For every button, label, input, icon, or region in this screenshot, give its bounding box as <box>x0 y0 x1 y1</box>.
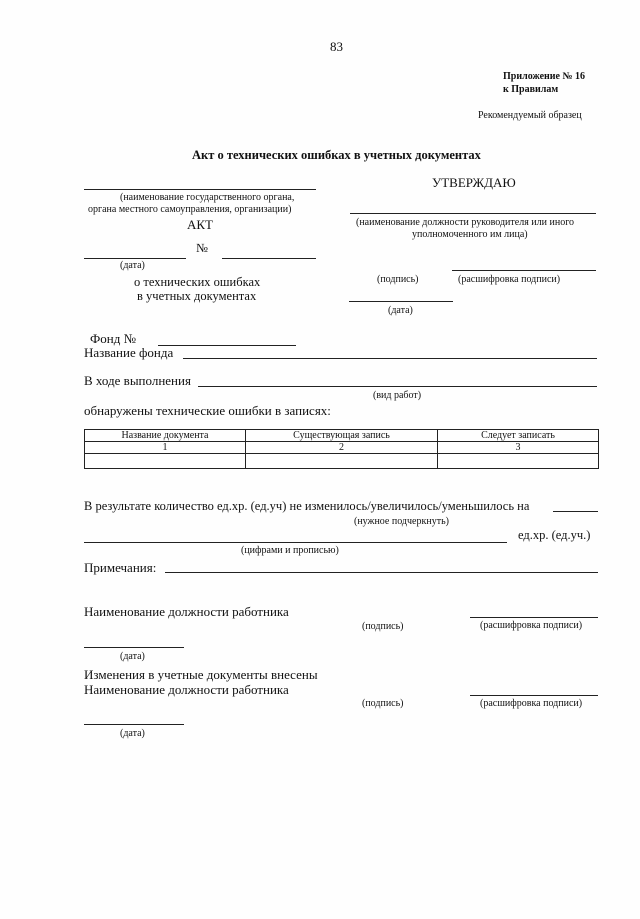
sample-note: Рекомендуемый образец <box>478 110 582 121</box>
employee1-signature-caption: (подпись) <box>362 621 404 632</box>
employee2-date-caption: (дата) <box>120 728 145 739</box>
employee1-date-caption: (дата) <box>120 651 145 662</box>
approver-position-line <box>350 213 596 214</box>
table-number-cell: 2 <box>246 442 438 454</box>
act-date-line <box>84 258 186 259</box>
appendix-line-1: Приложение № 16 <box>503 71 586 82</box>
table-number-cell: 1 <box>85 442 246 454</box>
appendix-line-2: к Правилам <box>503 84 559 95</box>
table-header-row <box>85 430 599 442</box>
table-cell <box>438 454 599 469</box>
org-name-line <box>84 189 316 190</box>
employee1-position: Наименование должности работника <box>84 604 289 619</box>
employee1-date-line <box>84 647 184 648</box>
act-number-line <box>222 258 316 259</box>
org-caption-1: (наименование государственного органа, <box>120 192 295 203</box>
errors-table <box>84 429 599 469</box>
notes-line <box>165 572 598 573</box>
approver-date-caption: (дата) <box>388 305 413 316</box>
approver-decryption-line <box>452 270 596 271</box>
fond-number-line <box>158 345 296 346</box>
changes-text: Изменения в учетные документы внесены <box>84 667 318 682</box>
approver-caption-1: (наименование должности руководителя или иного <box>356 217 575 228</box>
employee2-position: Наименование должности работника <box>84 682 289 697</box>
found-errors-text: обнаружены технические ошибки в записях: <box>84 403 331 418</box>
table-cell <box>85 454 246 469</box>
fond-name-line <box>183 358 597 359</box>
act-subject-1: о технических ошибках <box>134 275 261 289</box>
table-header-cell: Существующая запись <box>246 430 438 442</box>
org-caption-2: органа местного самоуправления, организации) <box>88 204 292 215</box>
result-text: В результате количество ед.хр. (ед.уч) не изменилось/увеличилось/уменьшилось на <box>84 499 530 513</box>
fond-name-label: Название фонда <box>84 345 174 360</box>
act-date-caption: (дата) <box>120 260 145 271</box>
digits-line <box>84 542 507 543</box>
page-number: 83 <box>330 39 343 54</box>
approver-signature-caption: (подпись) <box>377 274 419 285</box>
table-number-cell: 3 <box>438 442 599 454</box>
number-sign: № <box>196 241 208 255</box>
act-subject-2: в учетных документах <box>137 289 257 303</box>
employee2-date-line <box>84 724 184 725</box>
table-row <box>85 454 599 469</box>
table-header-cell: Название документа <box>85 430 246 442</box>
employee1-decryption-line <box>470 617 598 618</box>
units-text: ед.хр. (ед.уч.) <box>518 528 591 542</box>
digits-caption: (цифрами и прописью) <box>241 545 339 556</box>
document-title: Акт о технических ошибках в учетных документах <box>192 148 481 162</box>
fond-label: Фонд № <box>90 331 136 346</box>
approve-word: УТВЕРЖДАЮ <box>432 175 516 190</box>
approver-date-line <box>349 301 453 302</box>
employee2-decryption-line <box>470 695 598 696</box>
underline-caption: (нужное подчеркнуть) <box>354 516 449 527</box>
employee2-signature-caption: (подпись) <box>362 698 404 709</box>
table-cell <box>246 454 438 469</box>
act-label: АКТ <box>187 217 213 232</box>
approver-caption-2: уполномоченного им лица) <box>412 229 528 240</box>
approver-decryption-caption: (расшифровка подписи) <box>458 274 561 285</box>
employee1-decryption-caption: (расшифровка подписи) <box>480 620 583 631</box>
work-caption: (вид работ) <box>373 390 422 401</box>
work-label: В ходе выполнения <box>84 373 191 388</box>
employee2-decryption-caption: (расшифровка подписи) <box>480 698 583 709</box>
result-count-line <box>553 511 598 512</box>
notes-label: Примечания: <box>84 560 157 575</box>
work-type-line <box>198 386 597 387</box>
table-number-row <box>85 442 599 454</box>
table-header-cell: Следует записать <box>438 430 599 442</box>
